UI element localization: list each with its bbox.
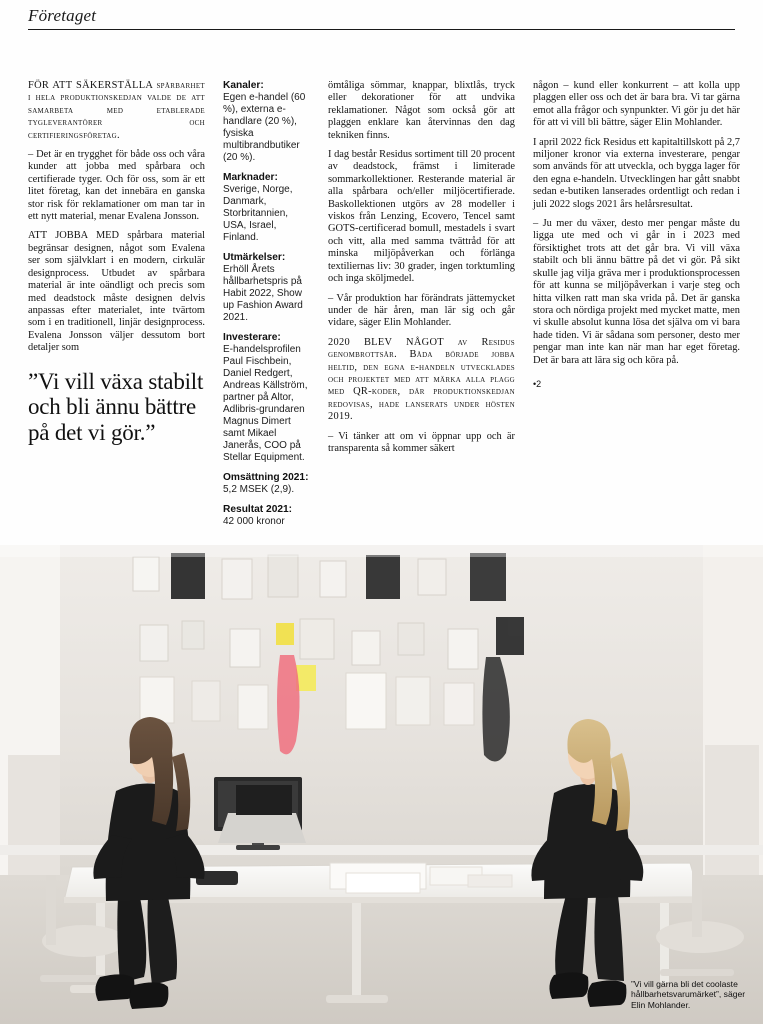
office-photo-illustration: [0, 545, 763, 1024]
fact-item: [223, 80, 314, 164]
fact-item: [223, 252, 314, 324]
paragraph: FÖR ATT SÄKERSTÄLLA spårbarhet i hela produktionskedjan valde de att samarbeta med etablerade tygleverantörer och certifieringsföretag.: [28, 80, 205, 141]
paragraph: I dag består Residus sortiment till 20 procent av deadstock, främst i limiterade sommarkollektioner. Resterande material är alla spårbara och/eller miljöcertifierade. Baskollektionen utgörs av 28 modeller i viskos från Lenzing, Ecovero, Tencel samt GOTS-certificerad bomull, mestadels i svart och vitt, alla med samma tvättråd för att minska miljöpåverkan och förlänga textiliernas liv: 30 grader, ingen torktumling och inga sköljmedel.: [328, 149, 515, 285]
fact-text: 5,2 MSEK (2,9).: [223, 484, 295, 495]
fact-heading: Investerare:: [223, 332, 281, 343]
fact-text: Egen e-handel (60 %), externa e-handlare (20 %), fysiska multibrandbutiker (20 %).: [223, 92, 306, 163]
paragraph: någon – kund eller konkurrent – att kolla upp plaggen eller oss och det är bara bra. Vi tar gärna emot alla frågor och synpunkter. Vi gör ju det här för att vi vill bli bättre, säger Elin Mohlander.: [533, 80, 740, 129]
column-one: [28, 80, 223, 535]
section-kicker: Företaget: [28, 6, 97, 25]
fact-text: Sverige, Norge, Danmark, Storbritannien, USA, Israel, Finland.: [223, 184, 293, 243]
fact-box: [223, 80, 328, 535]
paragraph: 2020 BLEV NÅGOT av Residus genombrottsår. Båda började jobba heltid, den egna e-handeln utvecklades och projektet med att märka alla plagg med QR-koder, där produktionskedjan redovisas, hade lanserats under hösten 2019.: [328, 336, 515, 423]
paragraph: – Det är en trygghet för både oss och våra kunder att jobba med spårbara och certifierade tyger. Och för oss, som är ett litet företag, kan det innebära en ganska stor risk för reklamationer om man tar in ett nytt material, menar Evalena Jonsson.: [28, 149, 205, 223]
fact-text: Erhöll Årets hållbarhetspris på Habit 2022, Show up Fashion Award 2021.: [223, 264, 303, 323]
fact-heading: Utmärkelser:: [223, 252, 286, 263]
page-header: [28, 6, 735, 30]
paragraph: ATT JOBBA MED spårbara material begränsar designen, något som Evalena ser som självklart i en modern, cirkulär designprocess. Utbudet av spårbara material är inte oändligt och precis som med deadstock måste designen delvis anpassas efter materialet, inte tvärtom som i en traditionell, linjär designprocess. Evalena Jonsson väljer dessutom bort detaljer som: [28, 230, 205, 354]
paragraph: – Vi tänker att om vi öppnar upp och är transparenta så kommer säkert: [328, 430, 515, 454]
column-four: [533, 80, 740, 535]
paragraph: I april 2022 fick Residus ett kapitaltillskott på 2,7 miljoner kronor via externa investerare, pengar som används för att utveckla, och bygga lager för den egna e-handeln. Utvecklingen har gått snabbt sedan e-butiken lanserades ordentligt och redan i juli 2022 slogs 2021 års helårsresultat.: [533, 136, 740, 210]
photo-caption: ”Vi vill gärna bli det coolaste hållbarhetsvarumärket”, säger Elin Mohlander.: [631, 978, 746, 1010]
fact-item: [223, 332, 314, 464]
header-divider: [28, 29, 735, 30]
column-three: [328, 80, 533, 535]
fact-item: [223, 504, 314, 528]
fact-heading: Resultat 2021:: [223, 504, 293, 515]
fact-item: [223, 172, 314, 244]
end-mark: •2: [533, 378, 542, 389]
fact-item: [223, 472, 314, 496]
fact-heading: Omsättning 2021:: [223, 472, 309, 483]
fact-heading: Marknader:: [223, 172, 278, 183]
fact-heading: Kanaler:: [223, 80, 264, 91]
article-columns: [28, 80, 740, 535]
fact-text: E-handelsprofilen Paul Fischbein, Daniel Redgert, Andreas Källström, partner på Altor, Adlibris-grundaren Magnus Dimert samt Mikael Janerås, COO på Stellar Equipment.: [223, 344, 308, 463]
paragraph: ömtåliga sömmar, knappar, blixtlås, tryck eller dekorationer för att undvika reklamationer. Något som också gör att plaggen enklare kan återvinnas den dag tekniken finns.: [328, 80, 515, 141]
article-photo: [0, 545, 763, 1024]
paragraph: – Vår produktion har förändrats jättemycket under de här åren, man lär sig och går vidare, säger Elin Mohlander.: [328, 292, 515, 329]
fact-text: 42 000 kronor: [223, 516, 285, 527]
paragraph: – Ju mer du växer, desto mer pengar måste du ligga ute med och vi går in i 2023 med försiktighet trots att det går bra. Vi vill växa stabilt och bli ännu bättre på det vi gör. På sikt skulle jag vilja gräva mer i produktionsprocessen för att kunna se miljöpåverkan i varje steg och hitta vilken ratt man ska vrida på. Det är ganska stora och nördiga projekt med mycket matte, men vi skulle absolut kunna lösa det själva om vi bara hade tiden. Vi är sådana som personer, desto mer pengar man inte kan när man har eget företag. Det är bara att lära sig och köra på.: [533, 218, 740, 366]
pull-quote: ”Vi vill växa stabilt och bli ännu bättre på det vi gör.”: [28, 368, 204, 445]
